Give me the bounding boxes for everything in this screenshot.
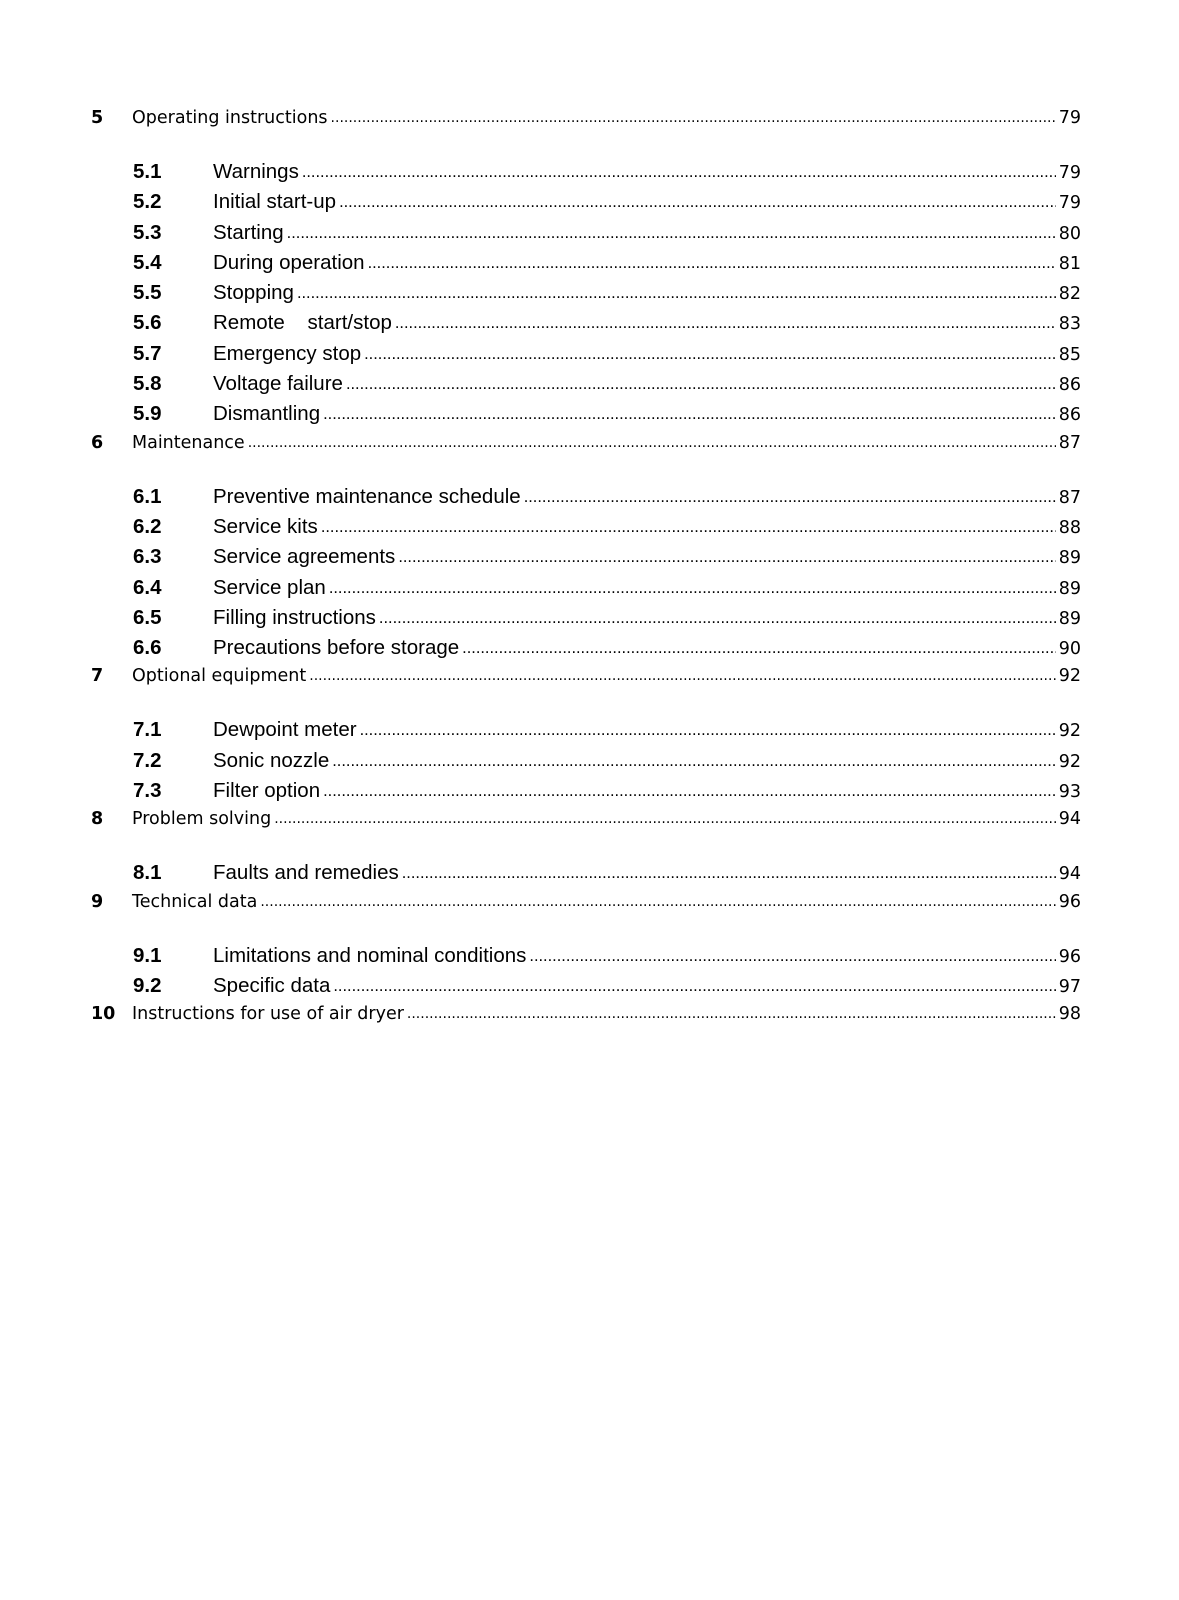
section-number: 5.9 [133,402,162,426]
page-number: 92 [1058,721,1081,742]
toc-chapter-7[interactable] [91,666,1081,699]
page-number: 81 [1058,253,1081,274]
section-number: 5.6 [133,311,162,335]
page-number: 88 [1058,517,1081,538]
dot-leader [360,721,1056,740]
section-title: Limitations and nominal conditions [213,943,527,967]
dot-leader [274,811,1056,827]
dot-leader [379,609,1056,628]
section-number: 8.1 [133,861,162,885]
dot-leader [331,110,1056,126]
chapter-number: 5 [91,108,104,128]
page-number: 89 [1058,548,1081,569]
page-number: 94 [1058,864,1081,885]
section-number: 6.1 [133,484,162,508]
section-number: 6.4 [133,575,162,599]
chapter-title: Operating instructions [132,108,328,128]
page-number: 98 [1058,1004,1081,1025]
page-number: 92 [1058,751,1081,772]
section-title: Faults and remedies [213,861,399,885]
section-title: Precautions before storage [213,636,460,660]
page-number: 97 [1058,976,1081,997]
toc-section-5.8[interactable] [91,372,1081,402]
section-title: Specific data [213,973,331,997]
toc-section-6.1[interactable] [91,485,1081,515]
page-number: 87 [1058,487,1081,508]
page-number: 86 [1058,375,1081,396]
section-title: Emergency stop [213,341,362,365]
page-number: 96 [1058,946,1081,967]
dot-leader [287,224,1056,243]
section-number: 5.2 [133,190,162,214]
page-number: 82 [1058,284,1081,305]
dot-leader [364,345,1056,364]
section-number: 6.6 [133,636,162,660]
section-number: 5.3 [133,220,162,244]
toc-section-5.5[interactable] [91,281,1081,311]
section-title: Initial start-up [213,190,337,214]
page-number: 86 [1058,405,1081,426]
section-number: 7.1 [133,718,162,742]
page-number: 89 [1058,578,1081,599]
dot-leader [368,254,1056,273]
page-number: 79 [1058,108,1081,128]
section-title: Service plan [213,575,326,599]
page-number: 87 [1058,432,1081,453]
dot-leader [321,518,1056,537]
toc-section-5.4[interactable] [91,251,1081,281]
dot-leader [524,488,1056,507]
dot-leader [333,977,1055,996]
chapter-number: 7 [91,666,104,687]
section-title: Dewpoint meter [213,718,357,742]
dot-leader [529,947,1055,966]
section-number: 6.3 [133,545,162,569]
dot-leader [398,548,1055,567]
toc-section-8.1[interactable] [91,861,1081,891]
page-number: 85 [1058,344,1081,365]
section-title: Starting [213,220,284,244]
chapter-number: 6 [91,432,104,453]
toc-section-6.6[interactable] [91,636,1081,666]
section-title: Sonic nozzle [213,748,330,772]
section-title: Service agreements [213,545,396,569]
dot-leader [309,668,1055,684]
chapter-title: Problem solving [132,809,272,830]
dot-leader [402,864,1056,883]
section-title: Dismantling [213,402,321,426]
toc-section-7.2[interactable] [91,749,1081,779]
toc-section-9.1[interactable] [91,944,1081,974]
dot-leader [248,435,1056,451]
dot-leader [323,405,1056,424]
toc-section-5.1[interactable] [91,160,1081,190]
section-number: 6.2 [133,514,162,538]
toc-section-6.5[interactable] [91,606,1081,636]
dot-leader [462,639,1056,658]
toc-section-7.1[interactable] [91,718,1081,748]
section-number: 7.3 [133,779,162,803]
page-number: 96 [1058,891,1081,912]
dot-leader [332,752,1055,771]
section-number: 6.5 [133,605,162,629]
toc-section-5.7[interactable] [91,342,1081,372]
page-number: 83 [1058,314,1081,335]
dot-leader [339,193,1056,212]
section-title: During operation [213,250,365,274]
page-number: 92 [1058,666,1081,687]
table-of-contents [91,108,1081,1037]
toc-chapter-8[interactable] [91,809,1081,842]
section-title: Stopping [213,281,294,305]
chapter-title: Maintenance [132,432,245,453]
toc-section-7.3[interactable] [91,779,1081,809]
dot-leader [302,163,1056,182]
toc-section-5.2[interactable] [91,190,1081,220]
section-title: Remote start/stop [213,311,392,335]
dot-leader [260,894,1055,910]
chapter-number: 9 [91,891,104,912]
toc-chapter-5[interactable] [91,108,1081,141]
section-number: 5.8 [133,372,162,396]
toc-section-5.6[interactable] [91,311,1081,341]
chapter-number: 8 [91,809,104,830]
toc-section-6.4[interactable] [91,576,1081,606]
toc-chapter-9[interactable] [91,892,1081,925]
section-number: 5.5 [133,281,162,305]
section-title: Voltage failure [213,372,343,396]
section-number: 9.1 [133,943,162,967]
page-number: 80 [1058,223,1081,244]
chapter-number: 10 [91,1004,116,1025]
toc-chapter-6[interactable] [91,433,1081,466]
toc-section-5.9[interactable] [91,402,1081,432]
dot-leader [297,284,1056,303]
section-title: Warnings [213,160,299,183]
page-number: 79 [1058,193,1081,214]
toc-chapter-10[interactable] [91,1004,1081,1037]
dot-leader [407,1006,1056,1022]
page-number: 89 [1058,608,1081,629]
section-title: Preventive maintenance schedule [213,484,521,508]
section-title: Filling instructions [213,605,376,629]
page-number: 79 [1058,163,1081,183]
toc-section-9.2[interactable] [91,974,1081,1004]
dot-leader [323,782,1056,801]
toc-section-5.3[interactable] [91,221,1081,251]
section-title: Service kits [213,514,318,538]
toc-section-6.3[interactable] [91,545,1081,575]
page-number: 90 [1058,639,1081,660]
dot-leader [346,375,1056,394]
dot-leader [329,579,1056,598]
toc-section-6.2[interactable] [91,515,1081,545]
chapter-title: Instructions for use of air dryer [132,1004,404,1025]
chapter-title: Technical data [132,891,258,912]
page-number: 94 [1058,809,1081,830]
section-number: 5.4 [133,250,162,274]
section-number: 9.2 [133,973,162,997]
dot-leader [395,314,1056,333]
section-number: 7.2 [133,748,162,772]
section-title: Filter option [213,779,321,803]
page-number: 93 [1058,782,1081,803]
section-number: 5.7 [133,341,162,365]
chapter-title: Optional equipment [132,666,307,687]
section-number: 5.1 [133,160,162,183]
